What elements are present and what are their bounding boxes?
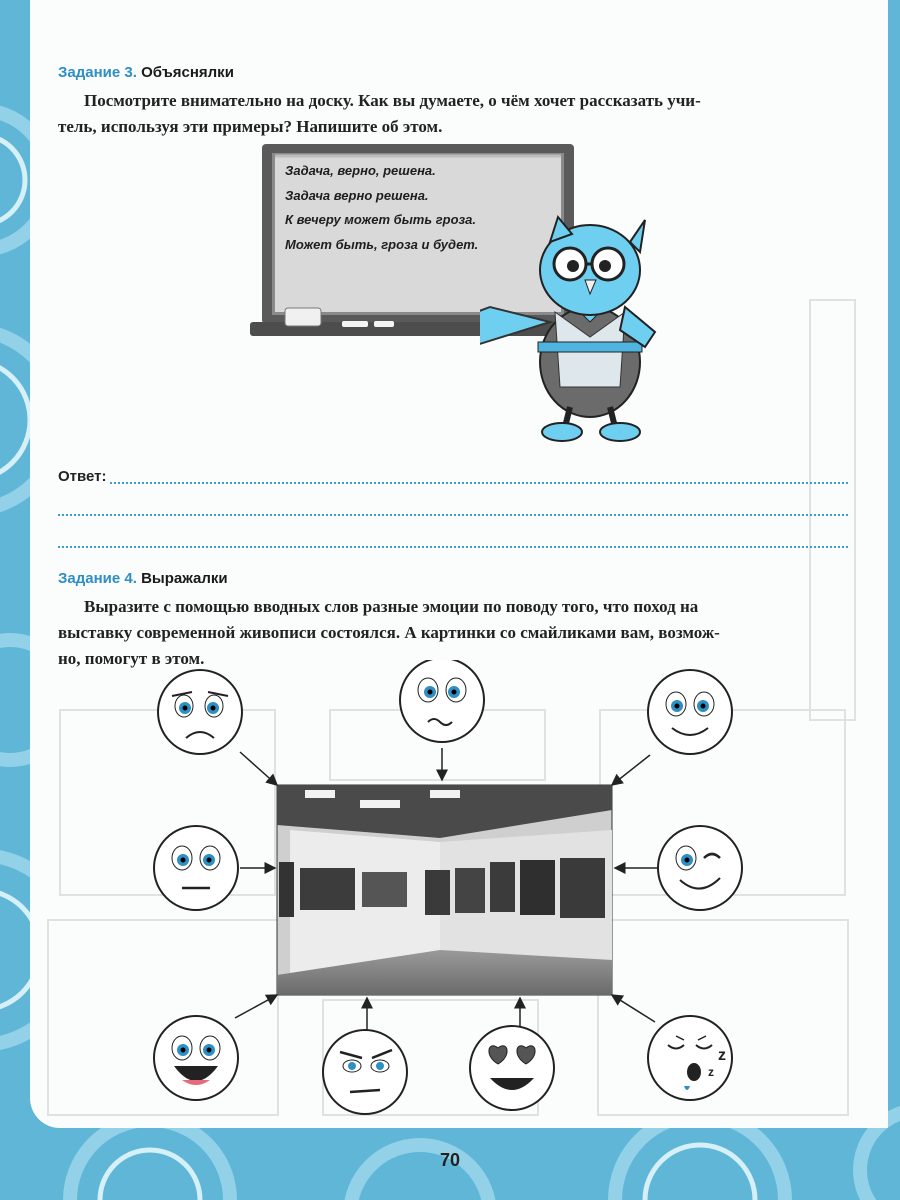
suspicious-face-icon [323,1030,407,1114]
art-gallery-photo [277,785,612,995]
laughing-face-icon [154,1016,238,1100]
svg-text:z: z [708,1065,714,1079]
owl-teacher-illustration [480,212,670,447]
task3-line2: тель, используя эти примеры? Напишите об этом. [58,117,443,136]
svg-text:z: z [718,1047,726,1064]
task4-line2: выставку современной живописи состоялся. А картинки со смайликами вам, возмож- [58,623,720,642]
board-line: Задача, верно, решена. [285,163,436,178]
task3-number: Задание 3. [58,64,137,81]
answer-label: Ответ: [58,468,107,485]
sad-face-icon [158,670,242,754]
happy-face-icon [648,670,732,754]
task3-title: Объяснялки [141,64,234,81]
answer-line[interactable] [58,514,848,516]
board-line: Задача верно решена. [285,187,429,203]
page-number: 70 [439,1150,461,1170]
winking-face-icon [658,826,742,910]
task3-instructions [58,88,856,140]
task3-line1: Посмотрите внимательно на доску. Как вы думаете, о чём хочет рассказать учи- [84,91,701,110]
neutral-face-icon [154,826,238,910]
task4-line3: но, помогут в этом. [58,649,205,668]
board-line: Может быть, гроза и будет. [285,236,479,252]
sponge-icon [285,308,321,326]
task4-number: Задание 4. [58,570,137,587]
heart-eyes-face-icon [470,1026,554,1110]
answer-line[interactable] [58,546,848,548]
answer-line[interactable] [110,482,848,484]
task3-heading [58,64,234,81]
task4-line1: Выразите с помощью вводных слов разные эмоции по поводу того, что поход на [84,597,699,616]
gallery-emoji-diagram [0,660,900,1130]
task4-title: Выражалки [141,570,228,587]
sleeping-face-icon [648,1016,732,1100]
board-line: К вечеру может быть гроза. [285,212,476,227]
task4-heading [58,570,228,587]
worried-face-icon [400,660,484,742]
